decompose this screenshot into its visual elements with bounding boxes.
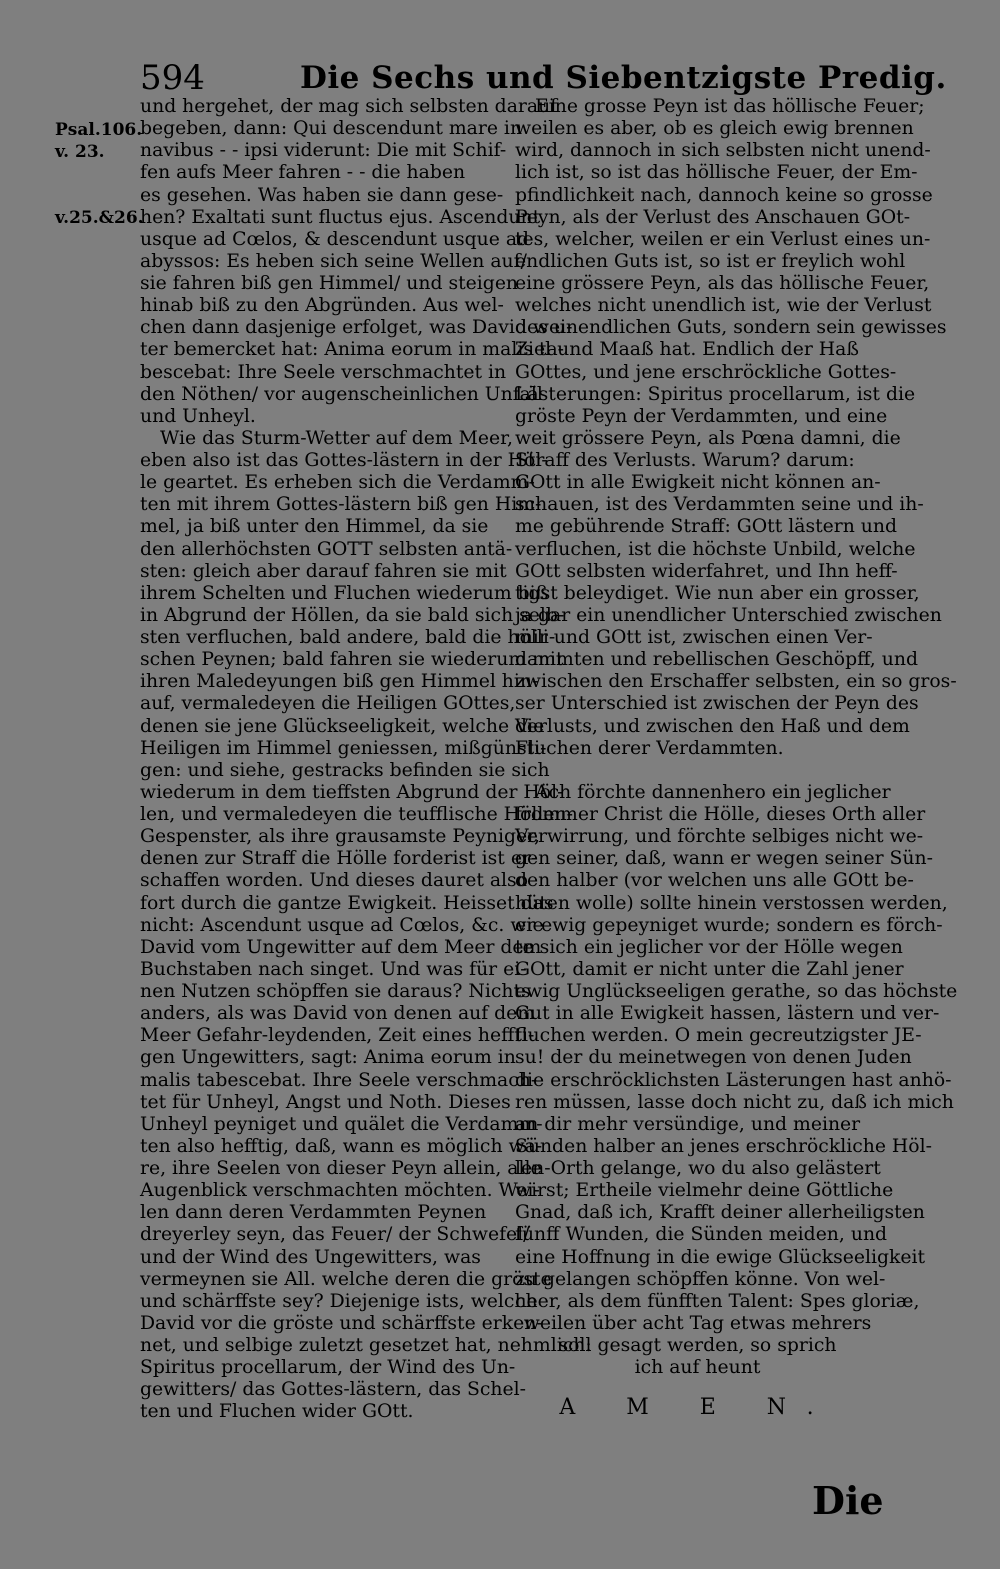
text-line: Straff des Verlusts. Warum? darum: [515,450,855,471]
text-line: hüten wolle) sollte hinein verstossen werden, [515,892,948,914]
text-line: wirst; Ertheile vielmehr deine Göttliche [515,1180,894,1202]
text-line: sten verfluchen, bald andere, bald die hölli- [140,627,556,648]
right-text-column [515,96,958,1421]
text-line: Lästerungen: Spiritus procellarum, ist die [515,383,916,405]
text-line: welches nicht unendlich ist, wie der Verlust [515,295,932,317]
text-line: gen: und siehe, gestracks befinden sie sich [140,759,550,781]
left-text-column [140,96,592,1424]
text-line: hinab biß zu den Abgründen. Aus wel- [140,295,504,317]
text-line: zwischen den Erschaffer selbsten, ein so gros- [515,671,957,693]
text-line: David vom Ungewitter auf dem Meer dem [140,936,542,958]
text-line: des unendlichen Guts, sondern sein gewisses [515,317,947,339]
text-line: in Abgrund der Höllen, da sie bald sich selb- [140,604,565,626]
text-line: Meer Gefahr-leydenden, Zeit eines heffti- [140,1025,535,1047]
text-line: den Nöthen/ vor augenscheinlichen Unfall [140,383,543,405]
text-line: an dir mehr versündige, und meiner [515,1113,861,1135]
text-line: sten: gleich aber darauf fahren sie mit [140,560,507,582]
text-line: GOtt in alle Ewigkeit nicht können an- [515,472,881,494]
text-line: denen sie jene Glückseeligkeit, welche die [140,715,545,737]
text-line: malis tabescebat. Ihre Seele verschmach- [140,1069,538,1091]
text-line: ihren Maledeyungen biß gen Himmel hin- [140,671,539,693]
text-line: weilen über acht Tag etwas mehrers [523,1312,872,1334]
text-line: navibus - - ipsi viderunt: Die mit Schif- [140,140,507,162]
text-line: frommer Christ die Hölle, dieses Orth aller [515,804,926,825]
text-line: wird, dannoch in sich selbsten nicht unend- [515,140,931,162]
text-line: Ziel und Maaß hat. Endlich der Haß [515,339,859,361]
text-line: pfindlichkeit nach, dannoch keine so grosse [515,184,933,206]
text-line: schaffen worden. Und dieses dauret also [140,870,529,892]
text-line: sie fahren biß gen Himmel/ und steigen [140,273,519,294]
text-line: und Unheyl. [140,405,256,427]
text-line: schen Peynen; bald fahren sie wiederum mit [140,649,564,671]
text-line: su! der du meinetwegen von denen Juden [515,1047,912,1069]
text-line: GOtt, damit er nicht unter die Zahl jener [515,958,904,980]
text-line: fen aufs Meer fahren - - die haben [140,162,466,184]
text-line: Eine grosse Peyn ist das höllische Feuer; [535,96,925,117]
text-line: gen seiner, daß, wann er wegen seiner Sün- [515,848,933,870]
text-line: tet für Unheyl, Angst und Noth. Dieses [140,1091,511,1113]
text-line: ihrem Schelten und Fluchen wiederum biß [140,582,549,604]
text-line: GOtt selbsten widerfahret, und Ihn heff- [515,560,898,582]
text-line: weit grössere Peyn, als Pœna damni, die [515,427,901,449]
text-line: gewitters/ das Gottes-lästern, das Schel- [140,1379,526,1401]
text-line: David vor die gröste und schärffste erken- [140,1312,543,1334]
text-line: Peyn, als der Verlust des Anschauen GOt- [515,206,911,228]
text-line: ser Unterschied ist zwischen der Peyn des [515,693,919,715]
text-line: fort durch die gantze Ewigkeit. Heisset das [140,892,554,914]
text-line: begeben, dann: Qui descendunt mare in [140,118,523,140]
catchword: Die [812,1478,884,1523]
text-line: cher, als dem fünfften Talent: Spes gloriæ, [515,1290,920,1312]
text-line: eine grössere Peyn, als das höllische Feuer, [515,273,930,294]
text-line: eben also ist das Gottes-lästern in der Höl- [140,450,548,471]
text-line: GOttes, und jene erschröckliche Gottes- [515,361,897,383]
text-line: gen Ungewitters, sagt: Anima eorum in [140,1047,516,1069]
text-line: Spiritus procellarum, der Wind des Un- [140,1357,516,1379]
text-line: ter bemercket hat: Anima eorum in malis ta- [140,339,565,361]
text-line: es gesehen. Was haben sie dann gese- [140,184,504,206]
text-line: fluchen werden. O mein gecreutzigster JE- [515,1025,922,1047]
text-line: len dann deren Verdammten Peynen [140,1202,487,1224]
text-line: chen dann dasjenige erfolget, was David wei- [140,317,573,339]
text-line: den allerhöchsten GOTT selbsten antä- [140,538,513,560]
page-number: 594 [140,58,205,98]
text-line: Wie das Sturm-Wetter auf dem Meer, [160,427,514,449]
text-line: und hergehet, der mag sich selbsten darauf [140,96,558,117]
text-line: vermeynen sie All. welche deren die gröste [140,1268,552,1290]
text-line: soll gesagt werden, so sprich [558,1335,837,1356]
text-line: len-Orth gelange, wo du also gelästert [515,1158,881,1179]
text-line: denen zur Straff die Hölle forderist ist er- [140,848,538,870]
text-line: net, und selbige zuletzt gesetzet hat, nehmlich: [140,1335,592,1356]
text-line: nicht: Ascendunt usque ad Cœlos, &c. wie [140,914,544,936]
margin-note: v. 23. [55,142,105,162]
text-line: mel, ja biß unter den Himmel, da sie [140,516,489,538]
text-line: Ach förchte dannenhero ein jeglicher [535,781,891,803]
text-line: er ewig gepeyniget wurde; sondern es förch- [515,914,943,936]
text-line: und schärffste sey? Diejenige ists, welche [140,1290,538,1312]
text-line: auf, vermaledeyen die Heiligen GOttes, [140,693,516,715]
text-line: ja gar ein unendlicher Unterschied zwischen [515,604,942,626]
text-line: dammten und rebellischen Geschöpff, und [515,649,918,671]
blank-line [515,760,880,782]
text-line: len, und vermaledeyen die teufflische Höllen- [140,804,573,825]
text-line: ten mit ihrem Gottes-lästern biß gen Him- [140,494,542,516]
text-line: den halber (vor welchen uns alle GOtt be- [515,870,914,892]
text-line: eine Hoffnung in die ewige Glückseeligkeit [515,1246,926,1268]
text-line: Unheyl peyniget und quälet die Verdamm- [140,1113,543,1135]
text-line: verfluchen, ist die höchste Unbild, welche [515,538,916,560]
margin-note: Psal.106. [55,120,143,140]
text-line: usque ad Cœlos, & descendunt usque ad [140,228,530,250]
text-line: anders, als was David von denen auf dem [140,1003,536,1025]
text-line: le geartet. Es erheben sich die Verdamm- [140,472,535,494]
text-line: ten also hefftig, daß, wann es möglich wä- [140,1135,543,1157]
text-line: Fluchen derer Verdammten. [515,737,784,759]
running-head: Die Sechs und Siebentzigste Predig. [300,60,947,96]
text-line: ren müssen, lasse doch nicht zu, daß ich mich [515,1091,954,1113]
text-line: Augenblick verschmachten möchten. Wei- [140,1180,540,1202]
text-line: fünff Wunden, die Sünden meiden, und [515,1224,888,1246]
text-line: und der Wind des Ungewitters, was [140,1246,481,1268]
text-line: Sünden halber an jenes erschröckliche Höl- [515,1135,932,1157]
text-line: dreyerley seyn, das Feuer/ der Schwefel/ [140,1224,530,1246]
text-line: wiederum in dem tieffsten Abgrund der Höl- [140,781,564,803]
text-line: die erschröcklichsten Lästerungen hast anhö- [515,1069,952,1091]
text-line: zu gelangen schöpffen könne. Von wel- [515,1268,886,1290]
text-line: bescebat: Ihre Seele verschmachtet in [140,361,507,383]
text-line: endlichen Guts ist, so ist er freylich wohl [515,250,906,272]
text-line: ten und Fluchen wider GOtt. [140,1401,414,1423]
text-line: lich ist, so ist das höllische Feuer, der Em- [515,162,918,184]
text-line: ewig Unglückseeligen gerathe, so das höchste [515,981,958,1002]
text-line: Gut in alle Ewigkeit hassen, lästern und ver- [515,1003,940,1025]
text-line: Heiligen im Himmel geniessen, mißgünsti- [140,737,547,759]
text-line: abyssos: Es heben sich seine Wellen auf/ [140,250,527,272]
text-line: hen? Exaltati sunt fluctus ejus. Ascendunt [140,206,541,228]
text-line: re, ihre Seelen von dieser Peyn allein, alle [140,1158,542,1179]
text-line: gröste Peyn der Verdammten, und eine [515,405,888,427]
text-line: Gnad, daß ich, Krafft deiner allerheiligsten [515,1202,925,1224]
text-line: mir und GOtt ist, zwischen einen Ver- [515,627,873,648]
margin-note: v.25.&26. [55,208,144,228]
text-line: schauen, ist des Verdammten seine und ih- [515,494,924,516]
text-line: tes, welcher, weilen er ein Verlust eines un- [515,228,931,250]
right-column-lines [515,96,958,1379]
text-line: nen Nutzen schöpffen sie daraus? Nichts [140,981,531,1002]
text-line: ich auf heunt [634,1357,761,1379]
text-line: me gebührende Straff: GOtt lästern und [515,516,897,538]
text-line: Gespenster, als ihre grausamste Peyniger, [140,826,540,848]
text-line: Verlusts, und zwischen den Haß und dem [515,715,910,737]
text-line: Verwirrung, und förchte selbiges nicht we- [515,826,924,848]
text-line: Buchstaben nach singet. Und was für ei- [140,958,527,980]
text-line: te sich ein jeglicher vor der Hölle wegen [515,936,903,958]
amen-line: A M E N. [559,1395,836,1421]
text-line: tigst beleydiget. Wie nun aber ein grosser, [515,582,920,604]
text-line: weilen es aber, ob es gleich ewig brennen [515,118,914,140]
